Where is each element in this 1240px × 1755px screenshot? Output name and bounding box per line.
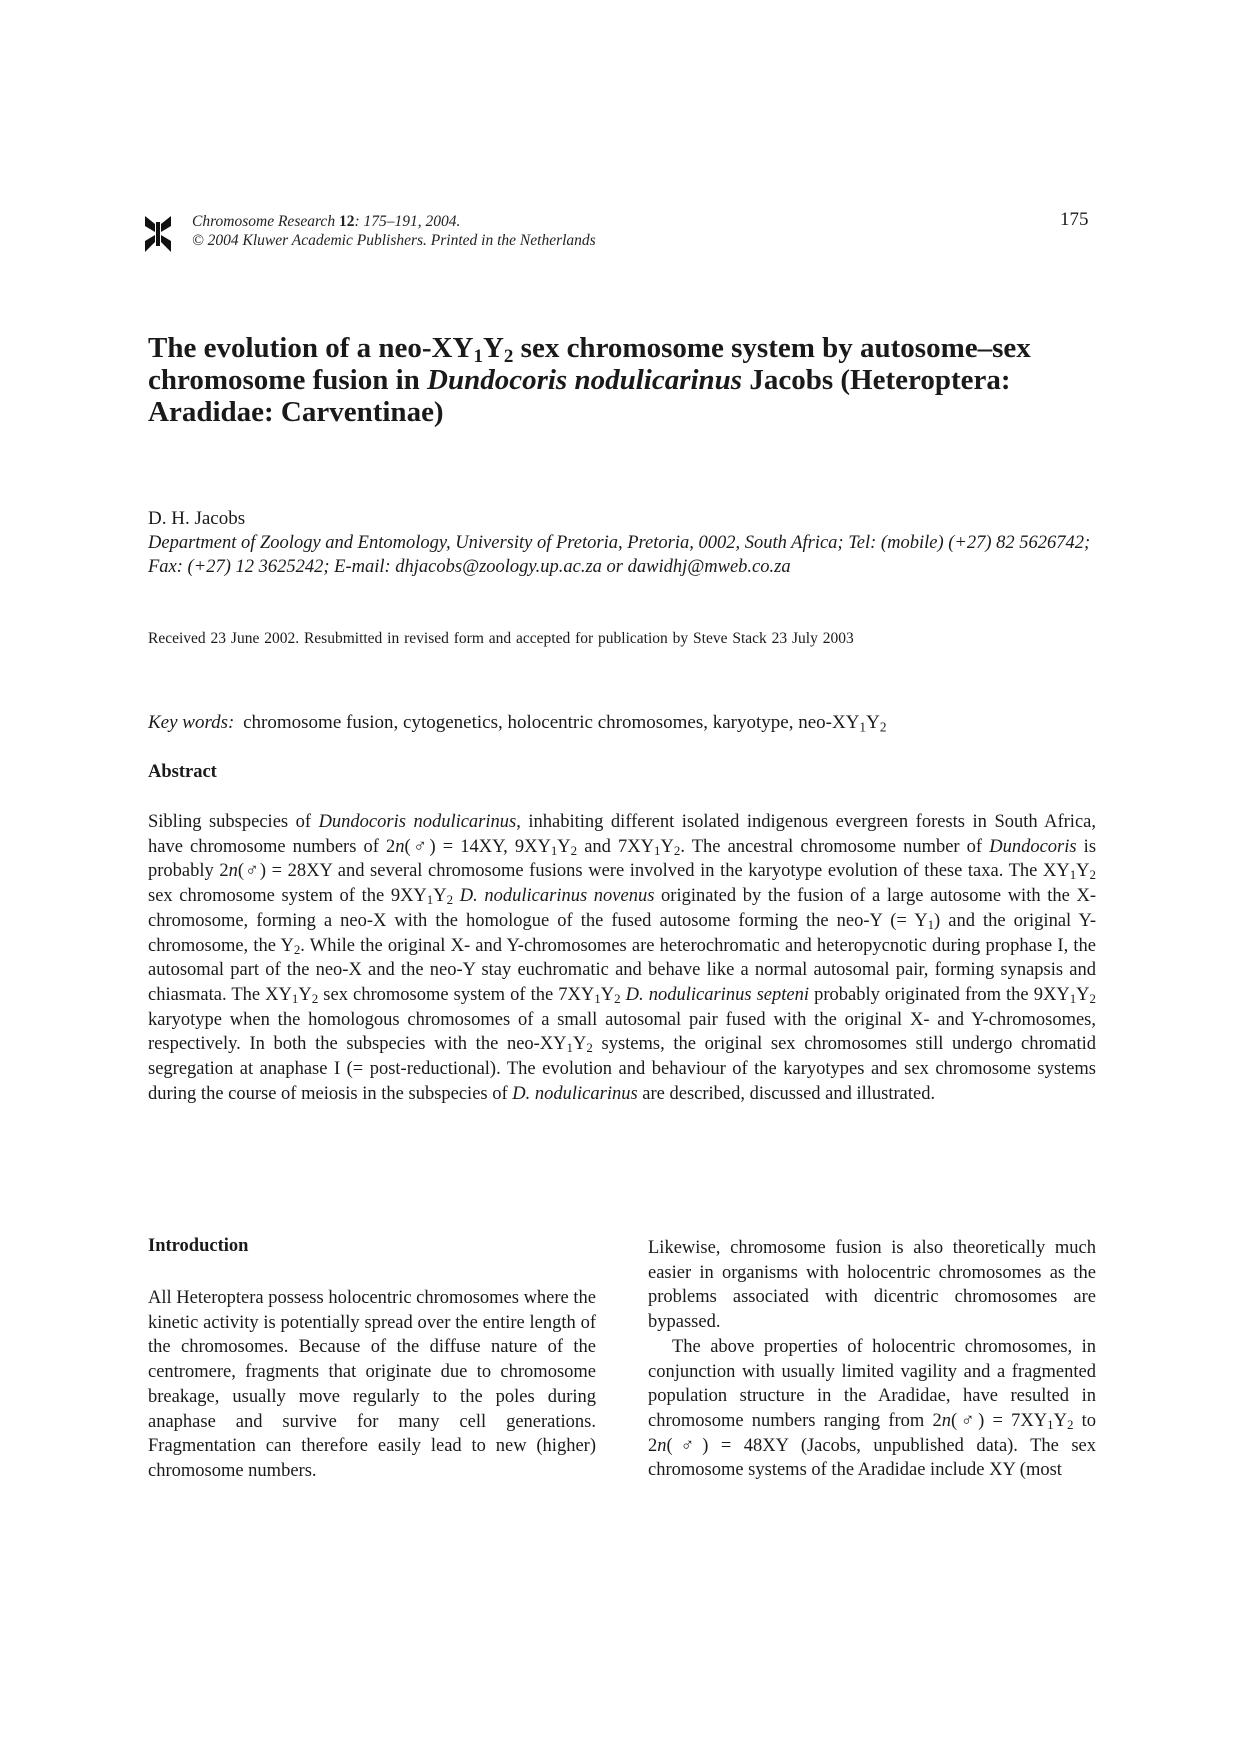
intro-paragraph: The above properties of holocentric chromosomes, in conjunction with usually limited vagility and a fragmented population structure in the Aradidae, have resulted in chromosome numbers ranging from 2n(♂) = $7XY_1Y_2$ to 2n(♂) = 48XY (Jacobs, unpublished data). The sex chromosome systems of the Aradidae include XY (most: [648, 1336, 1096, 1481]
abstract-heading: Abstract: [148, 762, 217, 782]
page-number: 175: [1060, 209, 1089, 230]
publisher-logo: [143, 214, 173, 254]
copyright-line: © 2004 Kluwer Academic Publishers. Printed in the Netherlands: [192, 232, 596, 249]
received-dates: Received 23 June 2002. Resubmitted in revised form and accepted for publication by Steve Stack 23 July 2003: [148, 630, 854, 647]
keywords: Key words: chromosome fusion, cytogenetics, holocentric chromosomes, karyotype, neo-$XY_1Y_2$: [148, 712, 887, 735]
article-title: The evolution of a neo-$XY_1Y_2$ sex chromosome system by autosome–sex chromosome fusion in Dundocoris nodulicarinus Jacobs (Heteroptera: Aradidae: Carventinae): [148, 332, 1031, 428]
intro-paragraph: All Heteroptera possess holocentric chromosomes where the kinetic activity is potentially spread over the entire length of the chromosomes. Because of the diffuse nature of the centromere, fragments that originate due to chromosome breakage, usually move regularly to the poles during anaphase and survive for many cell generations. Fragmentation can therefore easily lead to new (higher) chromosome numbers.: [148, 1288, 596, 1481]
journal-name: Chromosome Research: [192, 213, 336, 230]
author-name: D. H. Jacobs: [148, 508, 246, 529]
intro-right-column: [648, 1236, 1096, 1483]
intro-left-column: [148, 1286, 596, 1484]
abstract-text: Sibling subspecies of Dundocoris nodulicarinus, inhabiting different isolated indigenous evergreen forests in South Africa, have chromosome numbers of 2n(♂) = 14XY, $9XY_1Y_2$ and $7XY_1Y_2$. The ancestral chromosome number of Dundocoris is probably 2n(♂) = 28XY and several chromosome fusions were involved in the karyotype evolution of these taxa. The $XY_1Y_2$ sex chromosome system of the $9XY_1Y_2$ D. nodulicarinus novenus originated by the fusion of a large autosome with the X-chromosome, forming a neo-X with the homologue of the fused autosome forming the neo-Y (= $Y_1$) and the original Y-chromosome, the $Y_2$. While the original X- and Y-chromosomes are heterochromatic and heteropycnotic during prophase I, the autosomal part of the neo-X and the neo-Y stay euchromatic and behave like a normal autosomal pair, forming synapsis and chiasmata. The $XY_1Y_2$ sex chromosome system of the $7XY_1Y_2$ D. nodulicarinus septeni probably originated from the $9XY_1Y_2$ karyotype when the homologous chromosomes of a small autosomal pair fused with the original X- and Y-chromosomes, respectively. In both the subspecies with the neo-$XY_1Y_2$ systems, the original sex chromosomes still undergo chromatid segregation at anaphase I (= post-reductional). The evolution and behaviour of the karyotypes and sex chromosome systems during the course of meiosis in the subspecies of D. nodulicarinus are described, discussed and illustrated.: [148, 812, 1097, 1104]
intro-paragraph: Likewise, chromosome fusion is also theoretically much easier in organisms with holocentric chromosomes as the problems associated with dicentric chromosomes are bypassed.: [648, 1238, 1096, 1333]
author-affiliation: Department of Zoology and Entomology, University of Pretoria, Pretoria, 0002, South Africa; Tel: (mobile) (+27) 82 5626742; Fax: (+27) 12 3625242; E-mail: dhjacobs@zoology.up.ac.za or dawidhj@mweb.co.za: [148, 533, 1091, 577]
keywords-label: Key words:: [148, 712, 235, 733]
journal-citation: [192, 212, 596, 250]
journal-pages: : 175–191, 2004.: [354, 213, 461, 230]
journal-volume: 12: [338, 213, 355, 230]
introduction-heading: Introduction: [148, 1236, 249, 1256]
